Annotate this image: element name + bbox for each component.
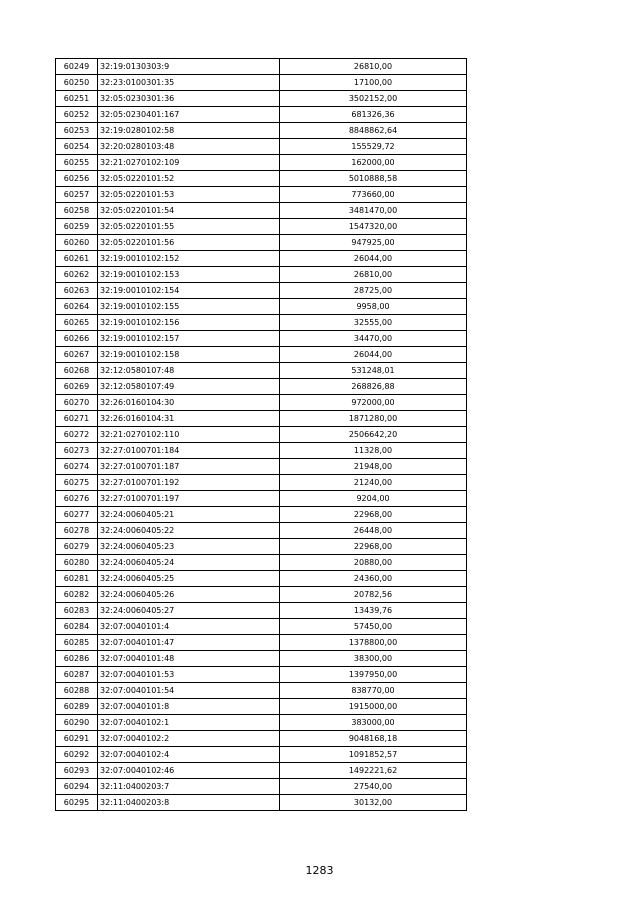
table-row <box>56 427 467 443</box>
cadastral-number-cell: 32:24:0060405:24 <box>98 555 280 571</box>
table-row <box>56 331 467 347</box>
row-number-cell: 60290 <box>56 715 98 731</box>
cadastral-number-cell: 32:05:0220101:56 <box>98 235 280 251</box>
table-row <box>56 459 467 475</box>
cadastral-value-cell: 20880,00 <box>280 555 467 571</box>
row-number-cell: 60256 <box>56 171 98 187</box>
cadastral-number-cell: 32:11:0400203:8 <box>98 795 280 811</box>
row-number-cell: 60271 <box>56 411 98 427</box>
row-number-cell: 60291 <box>56 731 98 747</box>
cadastral-number-cell: 32:05:0220101:53 <box>98 187 280 203</box>
table-row <box>56 635 467 651</box>
table-row <box>56 59 467 75</box>
cadastral-number-cell: 32:07:0040102:46 <box>98 763 280 779</box>
row-number-cell: 60253 <box>56 123 98 139</box>
cadastral-value-cell: 38300,00 <box>280 651 467 667</box>
cadastral-value-cell: 34470,00 <box>280 331 467 347</box>
table-row <box>56 123 467 139</box>
table-row <box>56 731 467 747</box>
cadastral-value-cell: 1871280,00 <box>280 411 467 427</box>
cadastral-value-cell: 26044,00 <box>280 347 467 363</box>
table-row <box>56 667 467 683</box>
cadastral-number-cell: 32:23:0100301:35 <box>98 75 280 91</box>
cadastral-number-cell: 32:07:0040101:8 <box>98 699 280 715</box>
cadastral-number-cell: 32:26:0160104:31 <box>98 411 280 427</box>
table-row <box>56 491 467 507</box>
cadastral-value-cell: 268826,88 <box>280 379 467 395</box>
cadastral-value-cell: 1397950,00 <box>280 667 467 683</box>
row-number-cell: 60249 <box>56 59 98 75</box>
row-number-cell: 60288 <box>56 683 98 699</box>
table-row <box>56 715 467 731</box>
row-number-cell: 60275 <box>56 475 98 491</box>
cadastral-value-cell: 838770,00 <box>280 683 467 699</box>
row-number-cell: 60263 <box>56 283 98 299</box>
cadastral-number-cell: 32:26:0160104:30 <box>98 395 280 411</box>
table-row <box>56 107 467 123</box>
cadastral-number-cell: 32:05:0220101:55 <box>98 219 280 235</box>
table-row <box>56 251 467 267</box>
cadastral-number-cell: 32:07:0040102:4 <box>98 747 280 763</box>
cadastral-number-cell: 32:24:0060405:26 <box>98 587 280 603</box>
row-number-cell: 60283 <box>56 603 98 619</box>
table-row <box>56 555 467 571</box>
table-row <box>56 795 467 811</box>
cadastral-number-cell: 32:05:0220101:52 <box>98 171 280 187</box>
cadastral-value-cell: 27540,00 <box>280 779 467 795</box>
row-number-cell: 60255 <box>56 155 98 171</box>
table-row <box>56 75 467 91</box>
cadastral-value-cell: 24360,00 <box>280 571 467 587</box>
table-row <box>56 779 467 795</box>
row-number-cell: 60295 <box>56 795 98 811</box>
table-row <box>56 651 467 667</box>
cadastral-number-cell: 32:27:0100701:197 <box>98 491 280 507</box>
cadastral-number-cell: 32:07:0040101:48 <box>98 651 280 667</box>
cadastral-number-cell: 32:24:0060405:21 <box>98 507 280 523</box>
cadastral-number-cell: 32:12:0580107:48 <box>98 363 280 379</box>
row-number-cell: 60259 <box>56 219 98 235</box>
table-row <box>56 379 467 395</box>
cadastral-value-cell: 26810,00 <box>280 267 467 283</box>
cadastral-value-cell: 1378800,00 <box>280 635 467 651</box>
table-row <box>56 763 467 779</box>
cadastral-value-cell: 1915000,00 <box>280 699 467 715</box>
cadastral-value-cell: 9958,00 <box>280 299 467 315</box>
row-number-cell: 60277 <box>56 507 98 523</box>
cadastral-value-cell: 972000,00 <box>280 395 467 411</box>
cadastral-value-cell: 9204,00 <box>280 491 467 507</box>
row-number-cell: 60279 <box>56 539 98 555</box>
table-row <box>56 539 467 555</box>
cadastral-value-cell: 2506642,20 <box>280 427 467 443</box>
cadastral-value-cell: 155529,72 <box>280 139 467 155</box>
row-number-cell: 60273 <box>56 443 98 459</box>
row-number-cell: 60281 <box>56 571 98 587</box>
table-row <box>56 155 467 171</box>
cadastral-number-cell: 32:19:0010102:157 <box>98 331 280 347</box>
cadastral-value-cell: 3481470,00 <box>280 203 467 219</box>
row-number-cell: 60274 <box>56 459 98 475</box>
cadastral-number-cell: 32:27:0100701:184 <box>98 443 280 459</box>
table-row <box>56 603 467 619</box>
row-number-cell: 60282 <box>56 587 98 603</box>
row-number-cell: 60280 <box>56 555 98 571</box>
cadastral-value-cell: 20782,56 <box>280 587 467 603</box>
cadastral-number-cell: 32:07:0040101:54 <box>98 683 280 699</box>
row-number-cell: 60269 <box>56 379 98 395</box>
table-row <box>56 395 467 411</box>
row-number-cell: 60265 <box>56 315 98 331</box>
cadastral-number-cell: 32:24:0060405:23 <box>98 539 280 555</box>
cadastral-value-cell: 947925,00 <box>280 235 467 251</box>
table-row <box>56 747 467 763</box>
cadastral-number-cell: 32:21:0270102:110 <box>98 427 280 443</box>
cadastral-number-cell: 32:27:0100701:192 <box>98 475 280 491</box>
row-number-cell: 60284 <box>56 619 98 635</box>
table-row <box>56 507 467 523</box>
table-row <box>56 139 467 155</box>
row-number-cell: 60257 <box>56 187 98 203</box>
cadastral-value-cell: 22968,00 <box>280 507 467 523</box>
cadastral-value-cell: 11328,00 <box>280 443 467 459</box>
row-number-cell: 60261 <box>56 251 98 267</box>
cadastral-number-cell: 32:27:0100701:187 <box>98 459 280 475</box>
table-row <box>56 475 467 491</box>
table-row <box>56 219 467 235</box>
cadastral-value-cell: 773660,00 <box>280 187 467 203</box>
table-row <box>56 235 467 251</box>
cadastral-value-cell: 26448,00 <box>280 523 467 539</box>
cadastral-number-cell: 32:19:0010102:156 <box>98 315 280 331</box>
row-number-cell: 60292 <box>56 747 98 763</box>
cadastral-value-cell: 32555,00 <box>280 315 467 331</box>
cadastral-value-cell: 22968,00 <box>280 539 467 555</box>
table-row <box>56 619 467 635</box>
table-row <box>56 683 467 699</box>
cadastral-number-cell: 32:19:0010102:152 <box>98 251 280 267</box>
cadastral-value-cell: 17100,00 <box>280 75 467 91</box>
cadastral-number-cell: 32:19:0010102:155 <box>98 299 280 315</box>
cadastral-number-cell: 32:19:0280102:58 <box>98 123 280 139</box>
cadastral-number-cell: 32:19:0010102:154 <box>98 283 280 299</box>
cadastral-value-cell: 1547320,00 <box>280 219 467 235</box>
cadastral-number-cell: 32:07:0040101:53 <box>98 667 280 683</box>
row-number-cell: 60262 <box>56 267 98 283</box>
table-row <box>56 699 467 715</box>
cadastral-value-cell: 26044,00 <box>280 251 467 267</box>
cadastral-value-cell: 13439,76 <box>280 603 467 619</box>
row-number-cell: 60270 <box>56 395 98 411</box>
table-row <box>56 283 467 299</box>
cadastral-number-cell: 32:07:0040102:2 <box>98 731 280 747</box>
table-row <box>56 91 467 107</box>
row-number-cell: 60276 <box>56 491 98 507</box>
row-number-cell: 60254 <box>56 139 98 155</box>
cadastral-value-cell: 8848862,64 <box>280 123 467 139</box>
cadastral-number-cell: 32:19:0130303:9 <box>98 59 280 75</box>
cadastral-number-cell: 32:24:0060405:27 <box>98 603 280 619</box>
row-number-cell: 60293 <box>56 763 98 779</box>
cadastral-value-cell: 1091852,57 <box>280 747 467 763</box>
row-number-cell: 60252 <box>56 107 98 123</box>
row-number-cell: 60294 <box>56 779 98 795</box>
cadastral-value-cell: 1492221,62 <box>280 763 467 779</box>
cadastral-value-cell: 26810,00 <box>280 59 467 75</box>
cadastral-number-cell: 32:05:0230301:36 <box>98 91 280 107</box>
row-number-cell: 60287 <box>56 667 98 683</box>
table-row <box>56 571 467 587</box>
cadastral-value-table <box>55 58 467 811</box>
cadastral-number-cell: 32:11:0400203:7 <box>98 779 280 795</box>
cadastral-value-cell: 5010888,58 <box>280 171 467 187</box>
table-row <box>56 587 467 603</box>
cadastral-number-cell: 32:21:0270102:109 <box>98 155 280 171</box>
table-row <box>56 187 467 203</box>
table-row <box>56 315 467 331</box>
table-row <box>56 203 467 219</box>
cadastral-number-cell: 32:05:0230401:167 <box>98 107 280 123</box>
cadastral-number-cell: 32:12:0580107:49 <box>98 379 280 395</box>
cadastral-number-cell: 32:05:0220101:54 <box>98 203 280 219</box>
table-row <box>56 299 467 315</box>
cadastral-value-cell: 57450,00 <box>280 619 467 635</box>
row-number-cell: 60268 <box>56 363 98 379</box>
table-row <box>56 363 467 379</box>
table-row <box>56 411 467 427</box>
cadastral-value-cell: 21240,00 <box>280 475 467 491</box>
cadastral-value-cell: 30132,00 <box>280 795 467 811</box>
cadastral-value-cell: 162000,00 <box>280 155 467 171</box>
table-row <box>56 523 467 539</box>
cadastral-number-cell: 32:20:0280103:48 <box>98 139 280 155</box>
table-body <box>56 59 467 811</box>
table-row <box>56 443 467 459</box>
row-number-cell: 60285 <box>56 635 98 651</box>
row-number-cell: 60286 <box>56 651 98 667</box>
cadastral-value-cell: 383000,00 <box>280 715 467 731</box>
table-row <box>56 347 467 363</box>
cadastral-number-cell: 32:24:0060405:22 <box>98 523 280 539</box>
row-number-cell: 60258 <box>56 203 98 219</box>
row-number-cell: 60266 <box>56 331 98 347</box>
page-number: 1283 <box>305 864 334 877</box>
row-number-cell: 60278 <box>56 523 98 539</box>
row-number-cell: 60272 <box>56 427 98 443</box>
cadastral-value-cell: 681326,36 <box>280 107 467 123</box>
cadastral-number-cell: 32:19:0010102:158 <box>98 347 280 363</box>
row-number-cell: 60267 <box>56 347 98 363</box>
row-number-cell: 60251 <box>56 91 98 107</box>
row-number-cell: 60260 <box>56 235 98 251</box>
row-number-cell: 60264 <box>56 299 98 315</box>
cadastral-value-cell: 531248,01 <box>280 363 467 379</box>
cadastral-number-cell: 32:07:0040102:1 <box>98 715 280 731</box>
row-number-cell: 60250 <box>56 75 98 91</box>
cadastral-value-cell: 9048168,18 <box>280 731 467 747</box>
row-number-cell: 60289 <box>56 699 98 715</box>
cadastral-value-cell: 3502152,00 <box>280 91 467 107</box>
cadastral-number-cell: 32:24:0060405:25 <box>98 571 280 587</box>
cadastral-number-cell: 32:07:0040101:4 <box>98 619 280 635</box>
cadastral-number-cell: 32:07:0040101:47 <box>98 635 280 651</box>
cadastral-value-cell: 21948,00 <box>280 459 467 475</box>
cadastral-value-cell: 28725,00 <box>280 283 467 299</box>
table-row <box>56 267 467 283</box>
cadastral-number-cell: 32:19:0010102:153 <box>98 267 280 283</box>
table-row <box>56 171 467 187</box>
